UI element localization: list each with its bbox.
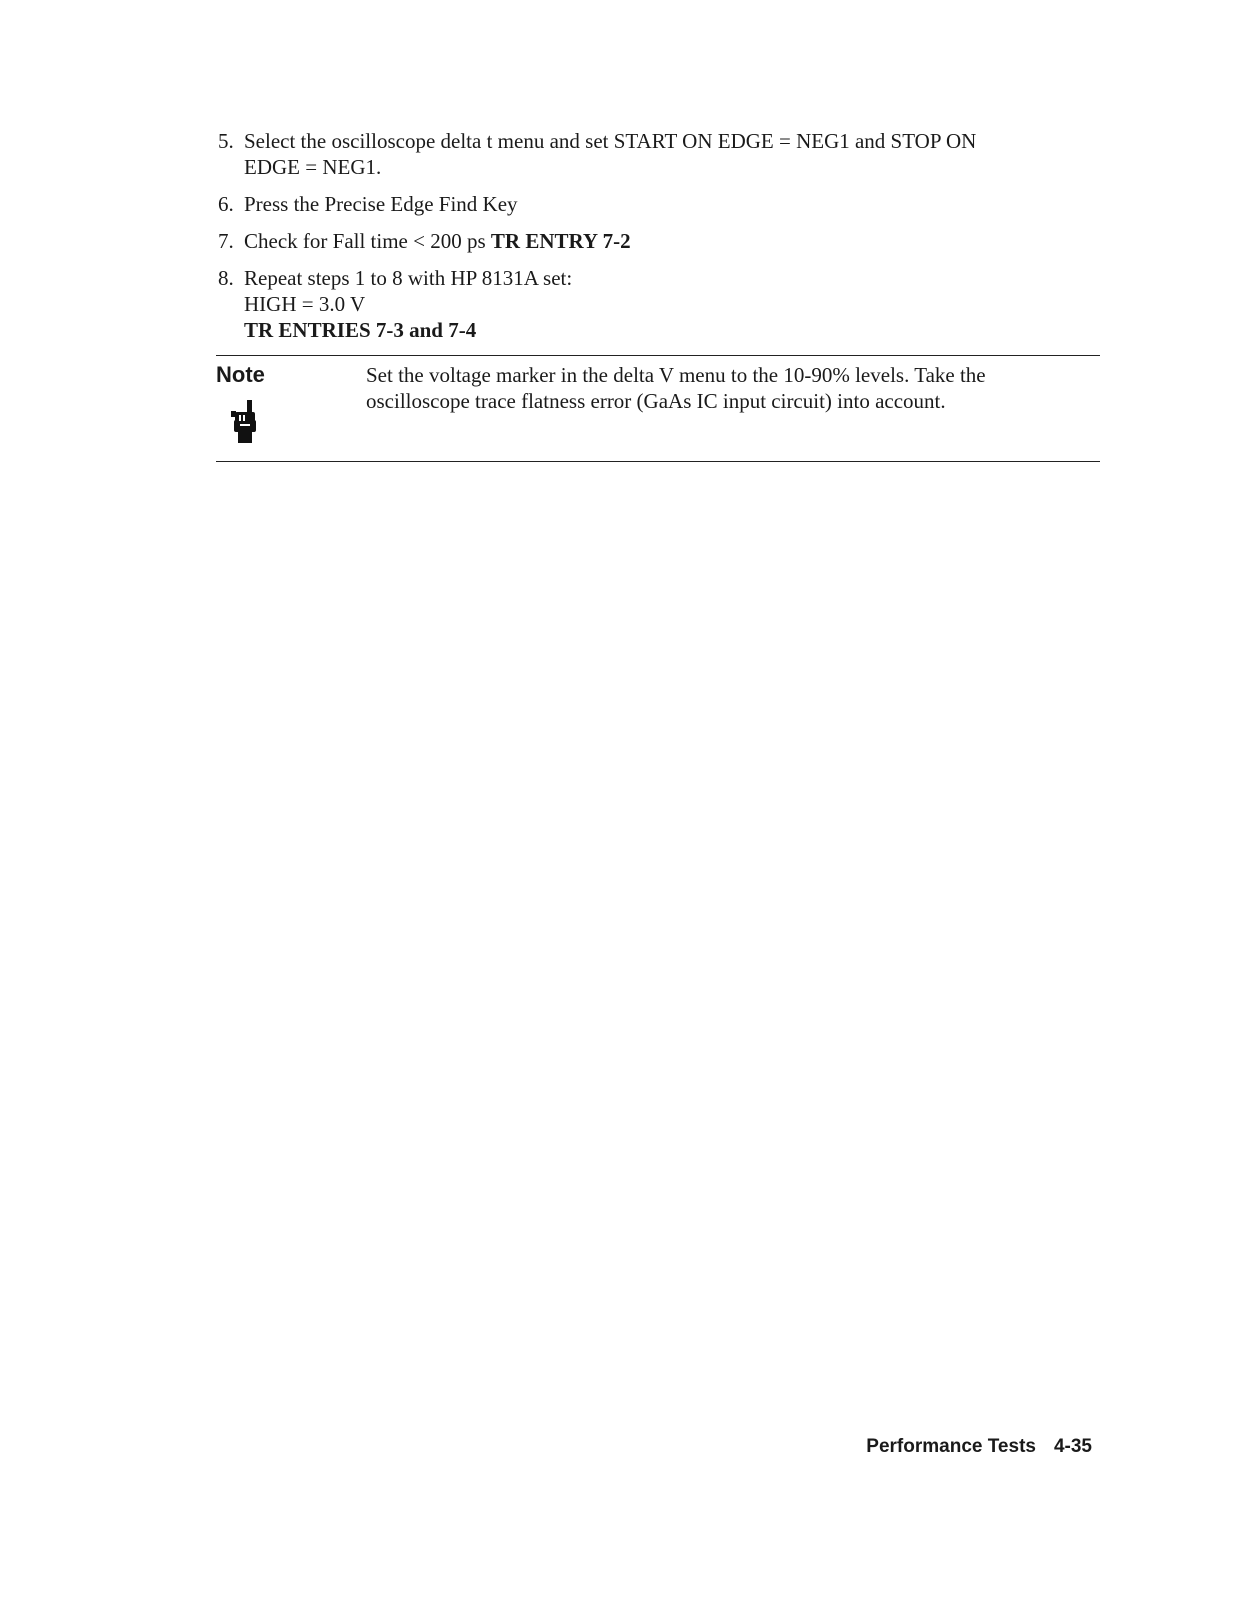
step-line: Repeat steps 1 to 8 with HP 8131A set: bbox=[244, 266, 573, 290]
tr-entry-ref: TR ENTRY 7-2 bbox=[490, 229, 631, 253]
step-number: 6. bbox=[218, 192, 234, 216]
note-top-rule bbox=[216, 355, 1100, 356]
step-8 bbox=[218, 265, 1098, 343]
footer-section-title: Performance Tests bbox=[866, 1436, 1036, 1457]
step-text bbox=[244, 128, 1098, 180]
step-6 bbox=[218, 191, 1098, 217]
page-footer bbox=[866, 1436, 1092, 1458]
step-text bbox=[244, 265, 1098, 343]
pointing-hand-icon bbox=[228, 398, 260, 446]
footer-page-number: 4-35 bbox=[1053, 1436, 1092, 1457]
step-line: Select the oscilloscope delta t menu and set START ON EDGE = NEG1 and STOP ON bbox=[244, 129, 977, 153]
step-text bbox=[244, 191, 1098, 217]
step-number: 8. bbox=[218, 266, 234, 290]
step-line: Press the Precise Edge Find Key bbox=[244, 192, 518, 216]
tr-entries-ref: TR ENTRIES 7-3 and 7-4 bbox=[244, 318, 477, 342]
step-5 bbox=[218, 128, 1098, 180]
note-text: Set the voltage marker in the delta V menu to the 10-90% levels. Take the oscilloscope trace flatness error (GaAs IC input circuit) into account. bbox=[366, 363, 986, 413]
note-bottom-rule bbox=[216, 461, 1100, 462]
note-label: Note bbox=[216, 362, 265, 387]
step-line bbox=[244, 228, 1098, 254]
step-number: 5. bbox=[218, 129, 234, 153]
step-line: EDGE = NEG1. bbox=[244, 155, 382, 179]
step-plain-text: Check for Fall time < 200 ps bbox=[244, 229, 491, 253]
step-text bbox=[244, 228, 1098, 254]
step-number: 7. bbox=[218, 229, 234, 253]
step-line: HIGH = 3.0 V bbox=[244, 292, 366, 316]
procedure-steps bbox=[218, 128, 1098, 354]
step-7 bbox=[218, 228, 1098, 254]
